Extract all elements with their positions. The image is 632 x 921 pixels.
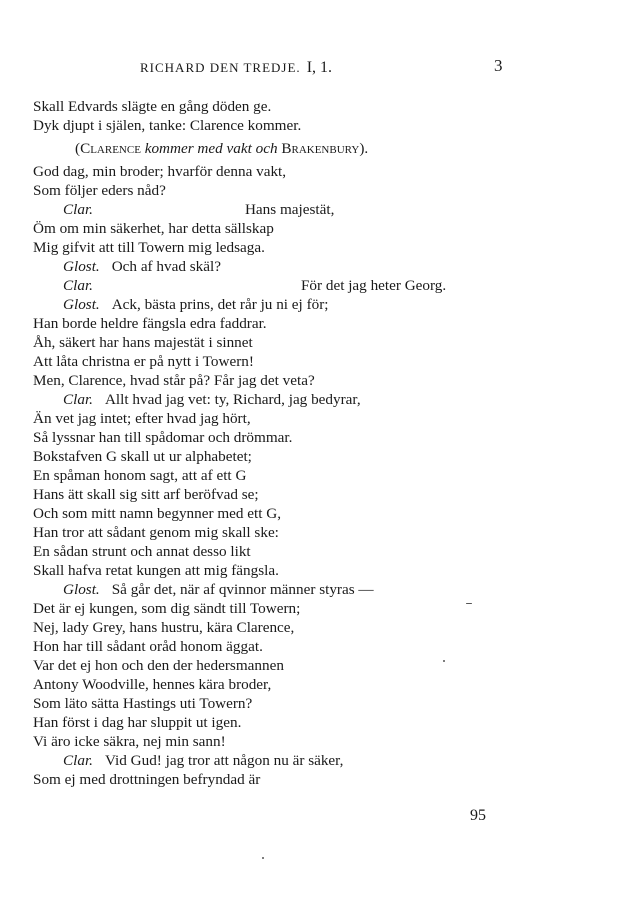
line-text: Än vet jag intet; efter hvad jag hört,: [33, 410, 251, 427]
verse-line: [33, 751, 493, 770]
verse-line: [33, 97, 493, 116]
verse-line: [33, 713, 493, 732]
verse-line: [33, 732, 493, 751]
speaker-label: Clar.: [63, 201, 93, 218]
verse-line: [33, 523, 493, 542]
speaker-label: Clar.: [63, 752, 93, 769]
verse-line: [33, 200, 493, 219]
line-text: Ack, bästa prins, det rår ju ni ej för;: [111, 296, 329, 313]
verse-line: [33, 333, 493, 352]
paper-speck: [262, 857, 264, 859]
line-text: En sådan strunt och annat desso likt: [33, 543, 251, 560]
verse-line: [33, 116, 493, 135]
line-text: Antony Woodville, hennes kära broder,: [33, 676, 272, 693]
verse-line: [33, 580, 493, 599]
speaker-label: Clar.: [63, 391, 93, 408]
verse-line: [33, 694, 493, 713]
line-text: Hon har till sådant oråd honom äggat.: [33, 638, 263, 655]
verse-line: [33, 276, 493, 295]
running-head-act-scene: I, 1.: [306, 59, 333, 76]
speaker-label: Glost.: [63, 258, 100, 275]
verse-line: [33, 162, 493, 181]
line-text: Allt hvad jag vet: ty, Richard, jag bedyrar,: [104, 391, 361, 408]
line-text: Att låta christna er på nytt i Towern!: [33, 353, 254, 370]
line-text: Var det ej hon och den der hedersmannen: [33, 657, 284, 674]
verse-text: [33, 97, 493, 789]
line-text: Det är ej kungen, som dig sändt till Towern;: [33, 600, 301, 617]
verse-line: [33, 238, 493, 257]
verse-line: [33, 390, 493, 409]
line-text: Men, Clarence, hvad står på? Får jag det veta?: [33, 372, 315, 389]
verse-line: [33, 219, 493, 238]
verse-line: [33, 656, 493, 675]
verse-line: [33, 675, 493, 694]
verse-line: [33, 561, 493, 580]
line-text: Vid Gud! jag tror att någon nu är säker,: [104, 752, 344, 769]
verse-line: [33, 504, 493, 523]
stage-direction: [33, 139, 493, 158]
line-text: Så går det, när af qvinnor männer styras —: [111, 581, 374, 598]
line-text: Och som mitt namn begynner med ett G,: [33, 505, 282, 522]
stage-text: ).: [359, 140, 369, 157]
stage-text: kommer med vakt och: [140, 140, 282, 157]
line-text: Åh, säkert har hans majestät i sinnet: [33, 334, 253, 351]
verse-line: [33, 637, 493, 656]
line-text: En spåman honom sagt, att af ett G: [33, 467, 247, 484]
paper-speck: [443, 660, 445, 662]
verse-line: [33, 295, 493, 314]
verse-line: [33, 542, 493, 561]
line-text: Skall hafva retat kungen att mig fängsla.: [33, 562, 279, 579]
speaker-label: Clar.: [63, 277, 93, 294]
verse-line: [33, 485, 493, 504]
verse-line: [33, 599, 493, 618]
line-text: Dyk djupt i själen, tanke: Clarence kommer.: [33, 117, 302, 134]
line-text: Nej, lady Grey, hans hustru, kära Clarence,: [33, 619, 295, 636]
verse-line: [33, 466, 493, 485]
speaker-label: Glost.: [63, 296, 100, 313]
verse-line: [33, 257, 493, 276]
line-text: För det jag heter Georg.: [300, 277, 447, 294]
footer-page-number: 95: [470, 807, 486, 824]
running-head: [140, 59, 332, 77]
line-text: Han tror att sådant genom mig skall ske:: [33, 524, 279, 541]
line-text: Hans majestät,: [244, 201, 335, 218]
verse-line: [33, 770, 493, 789]
verse-line: [33, 447, 493, 466]
line-text: Öm om min säkerhet, har detta sällskap: [33, 220, 274, 237]
line-text: Så lyssnar han till spådomar och drömmar.: [33, 429, 293, 446]
line-text: Som följer eders nåd?: [33, 182, 166, 199]
line-text: Som läto sätta Hastings uti Towern?: [33, 695, 253, 712]
line-text: Vi äro icke säkra, nej min sann!: [33, 733, 226, 750]
page-number-top: 3: [494, 56, 503, 75]
verse-line: [33, 314, 493, 333]
verse-line: [33, 409, 493, 428]
line-text: Mig gifvit att till Towern mig ledsaga.: [33, 239, 265, 256]
line-text: Som ej med drottningen befryndad är: [33, 771, 261, 788]
verse-line: [33, 428, 493, 447]
verse-line: [33, 181, 493, 200]
line-text: Bokstafven G skall ut ur alphabetet;: [33, 448, 252, 465]
paper-speck: [466, 603, 472, 604]
line-text: Och af hvad skäl?: [111, 258, 221, 275]
verse-line: [33, 352, 493, 371]
line-text: Hans ätt skall sig sitt arf beröfvad se;: [33, 486, 259, 503]
character-name: Clarence: [80, 140, 141, 157]
running-head-title: RICHARD DEN TREDJE.: [140, 60, 301, 75]
stage-text: (: [75, 140, 81, 157]
verse-line: [33, 618, 493, 637]
speaker-label: Glost.: [63, 581, 100, 598]
line-text: God dag, min broder; hvarför denna vakt,: [33, 163, 287, 180]
line-text: Han först i dag har sluppit ut igen.: [33, 714, 242, 731]
line-text: Han borde heldre fängsla edra faddrar.: [33, 315, 267, 332]
character-name: Brakenbury: [281, 140, 360, 157]
verse-line: [33, 371, 493, 390]
line-text: Skall Edvards slägte en gång döden ge.: [33, 98, 272, 115]
